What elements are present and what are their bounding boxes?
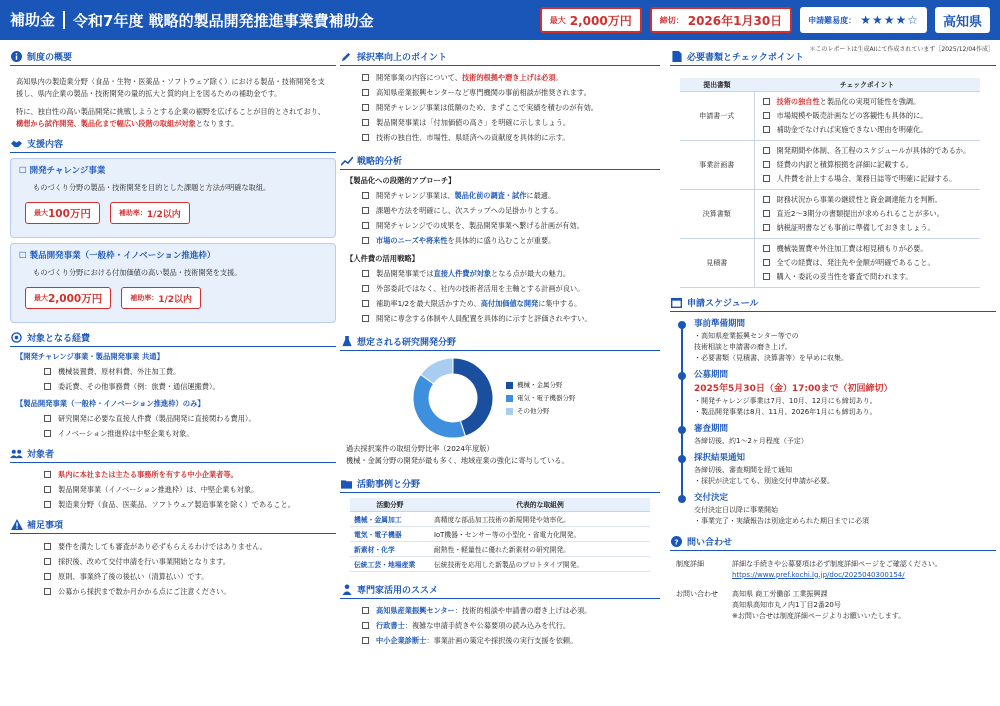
checkbox-icon: [362, 315, 369, 322]
list-item: 技術の独自性、市場性、県経済への貢献度を具体的に示す。: [340, 130, 660, 145]
legend-item: その他分野: [506, 405, 576, 418]
checkbox-icon: [362, 104, 369, 111]
list-item: 製品開発事業は「付加価値の高さ」を明確に示しましょう。: [340, 115, 660, 130]
table-row: 制度詳細 詳細な手続きや公募要項は必ず制度詳細ページをご確認ください。 https://www.pref.kochi.lg.jp/doc/2025040300154/: [670, 557, 996, 583]
checkbox-icon: [763, 126, 770, 133]
docs-table: [680, 78, 980, 288]
strategy-subheading-stage: 【製品化への段階的アプローチ】: [346, 176, 456, 185]
research-chart: [340, 355, 660, 441]
info-icon: [10, 50, 23, 63]
checkbox-icon: [763, 210, 770, 217]
list-item: 市場規模や販売計画などの客観性も具体的に。: [755, 109, 981, 123]
list-item: 機械装置費、原材料費、外注加工費。: [10, 364, 336, 379]
overview-text-2: 特に、独自性の高い製品開発に挑戦しようとする企業の裾野を広げることが目的とされており、構想から試作開発、製品化まで幅広い段階の取組が対象となります。: [16, 107, 326, 128]
schedule-heading: 申請スケジュール: [670, 296, 996, 312]
support-heading: 支援内容: [10, 137, 336, 153]
checkbox-icon: [362, 74, 369, 81]
chart-legend: [506, 379, 576, 418]
list-item: 高知県産業振興センターなど専門機関の事前相談が推奨されます。: [340, 85, 660, 100]
checkbox-icon: [44, 501, 51, 508]
checkbox-icon: [362, 300, 369, 307]
list-item: 納税証明書なども事前に準備しておきましょう。: [755, 221, 981, 235]
calendar-icon: [670, 296, 683, 309]
checkbox-icon: [362, 134, 369, 141]
checkbox-icon: [763, 112, 770, 119]
support-card-desc: ものづくり分野の製品・技術開発を目的とした課題と方法が明確な取組。: [33, 183, 271, 192]
deadline-badge: 締切： 2026年1月30日: [650, 7, 792, 33]
expenses-heading: 対象となる経費: [10, 331, 336, 347]
support-card-title: ☐ 開発チャレンジ事業: [19, 166, 106, 176]
checkbox-icon: [44, 430, 51, 437]
checkbox-icon: [362, 637, 369, 644]
checkbox-icon: [763, 273, 770, 280]
contact-table: [670, 557, 996, 624]
checkbox-icon: [362, 607, 369, 614]
pencil-icon: [340, 50, 353, 63]
checkbox-icon: [362, 270, 369, 277]
table-row: 申請書一式 技術の独自性 と製品化の実現可能性を強調。 市場規模や販売計画などの客観性も具体的に。 補助金でなければ実施できない理由を明確化。: [680, 91, 980, 140]
table-row: 事業計画書 開発期間や体制、各工程のスケジュールが具体的であるか。 経費の内訳と積算根拠を詳細に記載する。 人件費を計上する場合、業務日誌等で明確に記録する。: [680, 140, 980, 189]
list-item: 補助金でなければ実施できない理由を明確化。: [755, 123, 981, 137]
list-item: 開発に専念する体制や人員配置を具体的に示すと評価されやすい。: [340, 311, 660, 326]
list-item: 高知県産業振興センター ：技術的相談や申請書の磨き上げは必須。: [340, 603, 660, 618]
list-item: 公募から採択まで数か月かかる点にご注意ください。: [10, 584, 336, 599]
cases-table: [350, 498, 650, 572]
timeline-dot: [678, 372, 686, 380]
folder-icon: [340, 477, 353, 490]
list-item: 人件費を計上する場合、業務日誌等で明確に記録する。: [755, 172, 981, 186]
table-row: 機械・金属加工 高精度な部品加工技術の新規開発や効率化。: [350, 511, 650, 526]
checkbox-icon: [44, 543, 51, 550]
list-item: 研究開発に必要な直接人件費（製品開発に直接関わる費用）。: [10, 411, 336, 426]
checkbox-icon: [763, 147, 770, 154]
list-item: 開発事業の内容について、 技術的根拠や磨き上げは必須 。: [340, 70, 660, 85]
supplement-heading: 補足事項: [10, 518, 336, 534]
checkbox-icon: [362, 192, 369, 199]
research-heading: 想定される研究開発分野: [340, 335, 660, 351]
difficulty-badge: 申請難易度： ★★★★☆: [800, 7, 927, 33]
support-card-product: [10, 243, 336, 323]
checkbox-icon: [44, 486, 51, 493]
support-card-desc: ものづくり分野における付加価値の高い製品・技術開発を支援。: [33, 268, 242, 277]
checkbox-icon: [362, 89, 369, 96]
flask-icon: [340, 335, 353, 348]
target-icon: [10, 331, 23, 344]
strategy-heading: 戦略的分析: [340, 154, 660, 170]
schedule-timeline: [670, 318, 996, 527]
list-item: イノベーション推進枠は中堅企業も対象。: [10, 426, 336, 441]
timeline-item: 交付決定 交付決定日以降に事業開始 ・事業完了・実績報告は別途定められた期日までに必須: [694, 492, 996, 527]
list-item: 開発チャレンジ事業は低額のため、まずここで実績を積むのが有効。: [340, 100, 660, 115]
checkbox-icon: [763, 245, 770, 252]
prefecture-badge: 高知県: [935, 7, 990, 33]
category-badge: 補助金: [10, 11, 65, 29]
subsidy-rate-tag: 補助率： 1/2以内: [121, 287, 201, 309]
checkbox-icon: [763, 98, 770, 105]
table-row: 見積書 機械装置費や外注加工費は相見積もりが必要。 全ての経費は、発注先や金額が明確であること。 購入・委託の妥当性を審査で問われます。: [680, 238, 980, 287]
list-item: 市場のニーズや将来性 を具体的に盛り込むことが重要。: [340, 233, 660, 248]
timeline-dot: [678, 455, 686, 463]
detail-page-link[interactable]: https://www.pref.kochi.lg.jp/doc/2025040300154/: [732, 570, 905, 579]
chart-caption-2: 機械・金属分野の開発が最も多く、地域産業の強化に寄与している。: [346, 456, 569, 465]
timeline-item: 審査期間 各締切後、約1〜2ヶ月程度（予定）: [694, 423, 996, 447]
list-item: 購入・委託の妥当性を審査で問われます。: [755, 270, 981, 284]
page-title: 令和7年度 戦略的製品開発推進事業費補助金: [73, 11, 374, 30]
list-item: 中小企業診断士 ：事業計画の策定や採択後の実行支援を依頼。: [340, 633, 660, 648]
timeline-dot: [678, 426, 686, 434]
list-item: 行政書士 ：複雑な申請手続きや公募要項の読み込みを代行。: [340, 618, 660, 633]
checkbox-icon: [44, 558, 51, 565]
warning-icon: [10, 518, 23, 531]
checkbox-icon: [44, 383, 51, 390]
checkbox-icon: [362, 237, 369, 244]
overview-heading: 制度の概要: [10, 50, 336, 66]
max-amount-badge: 最大 2,000万円: [540, 7, 642, 33]
table-header-row: 活動分野 代表的な取組例: [350, 498, 650, 511]
checkbox-icon: [362, 622, 369, 629]
list-item: 開発期間や体制、各工程のスケジュールが具体的であるか。: [755, 144, 981, 158]
table-row: お問い合わせ 高知県 商工労働部 工業振興課 高知県高知市丸ノ内1丁目2番20号 ※お問い合せは制度詳細ページよりお願いいたします。: [676, 589, 906, 620]
list-item: 補助率1/2を最大限活かすため、 高付加価値な開発 に集中する。: [340, 296, 660, 311]
list-item: 課題や方法を明確にし、次ステップへの足掛かりとする。: [340, 203, 660, 218]
strategy-subheading-labor: 【人件費の活用戦略】: [346, 254, 419, 263]
checkbox-icon: [44, 415, 51, 422]
legend-swatch: [506, 395, 513, 402]
list-item: 要件を満たしても審査があり必ずもらえるわけではありません。: [10, 539, 336, 554]
list-item: 開発チャレンジでの成果を、製品開発事業へ繋げる計画が有効。: [340, 218, 660, 233]
timeline-item: 公募期間 2025年5月30日（金）17:00まで（初回締切） ・開発チャレンジ事業は7月、10月、12月にも締切あり。 ・製品開発事業は8月、11月、2026年1月にも締切あり。: [694, 369, 996, 418]
expenses-subheading-common: 【開発チャレンジ事業・製品開発事業 共通】: [16, 352, 164, 361]
timeline-item: 事前準備期間 ・高知県産業振興センター等での 技術相談と申請書の磨き上げ。 ・必要書類（見積書、決算書等）を早めに収集。: [694, 318, 996, 364]
contact-heading: ? 問い合わせ: [670, 535, 996, 551]
header: [0, 0, 1000, 40]
list-item: 製造業分野（食品、医薬品、ソフトウェア製造事業を除く）であること。: [10, 497, 336, 512]
person-icon: [340, 583, 353, 596]
list-item: 財務状況から事業の継続性と資金調達能力を判断。: [755, 193, 981, 207]
list-item: 製品開発事業では 直接人件費が対象 となる点が最大の魅力。: [340, 266, 660, 281]
document-icon: [670, 50, 683, 63]
list-item: 製品開発事業（イノベーション推進枠）は、中堅企業も対象。: [10, 482, 336, 497]
table-header-row: 提出書類 チェックポイント: [680, 78, 980, 91]
max-amount-tag: 最大 2,000万円: [25, 287, 111, 309]
checkbox-icon: [362, 119, 369, 126]
chart-caption: 過去採択案件の取組分野比率（2024年度版）: [346, 444, 494, 453]
support-card-challenge: [10, 158, 336, 238]
checkbox-icon: [763, 224, 770, 231]
target-heading: 対象者: [10, 447, 336, 463]
checkbox-icon: [44, 471, 51, 478]
checkbox-icon: [763, 175, 770, 182]
list-item: 開発チャレンジ事業は、 製品化前の調査・試作 に最適。: [340, 188, 660, 203]
checkbox-icon: [44, 368, 51, 375]
expenses-subheading-product: 【製品開発事業（一般枠・イノベーション推進枠）のみ】: [16, 399, 205, 408]
legend-swatch: [506, 408, 513, 415]
table-row: 電気・電子機器 IoT機器・センサー等の小型化・省電力化開発。: [350, 526, 650, 541]
cases-heading: 活動事例と分野: [340, 477, 660, 493]
experts-heading: 専門家活用のススメ: [340, 583, 660, 599]
points-heading: 採択率向上のポイント: [340, 50, 660, 66]
svg-text:?: ?: [674, 536, 679, 546]
generation-note: ＊このレポートは生成AIにて作成されています［2025/12/04作成］: [809, 46, 994, 53]
list-item: 技術の独自性 と製品化の実現可能性を強調。: [755, 95, 981, 109]
list-item: 機械装置費や外注加工費は相見積もりが必要。: [755, 242, 981, 256]
checkbox-icon: [362, 207, 369, 214]
legend-item: 電気・電子機器分野: [506, 392, 576, 405]
timeline-item: 採択結果通知 各締切後、審査期間を経て通知 ・採択が決定しても、別途交付申請が必要。: [694, 452, 996, 487]
table-row: 決算書類 財務状況から事業の継続性と資金調達能力を判断。 直近2〜3期分の書類提出が求められることが多い。 納税証明書なども事前に準備しておきましょう。: [680, 189, 980, 238]
list-item: 県内に本社または主たる事務所を有する中小企業者等。: [10, 467, 336, 482]
checkbox-icon: [763, 161, 770, 168]
question-icon: [670, 535, 683, 548]
timeline-dot: [678, 321, 686, 329]
pie-slice-2: [413, 374, 465, 438]
legend-swatch: [506, 382, 513, 389]
checkbox-icon: [763, 259, 770, 266]
checkbox-icon: [362, 285, 369, 292]
timeline-dot: [678, 495, 686, 503]
max-amount-tag: 最大 100万円: [25, 202, 100, 224]
table-row: 新素材・化学 耐熱性・軽量性に優れた新素材の研究開発。: [350, 541, 650, 556]
checkbox-icon: [362, 222, 369, 229]
list-item: 外部委託ではなく、社内の技術者活用を主軸とする計画が良い。: [340, 281, 660, 296]
subsidy-rate-tag: 補助率： 1/2以内: [110, 202, 190, 224]
donut-chart: [408, 355, 498, 441]
list-item: 全ての経費は、発注先や金額が明確であること。: [755, 256, 981, 270]
handshake-icon: [10, 137, 23, 150]
checkbox-icon: [44, 588, 51, 595]
list-item: 経費の内訳と積算根拠を詳細に記載する。: [755, 158, 981, 172]
difficulty-stars: ★★★★☆: [860, 13, 919, 27]
list-item: 原則、事業終了後の後払い（清算払い）です。: [10, 569, 336, 584]
list-item: 直近2〜3期分の書類提出が求められることが多い。: [755, 207, 981, 221]
checkbox-icon: [44, 573, 51, 580]
overview-text-1: 高知県内の製造業分野（食品・生物・医薬品・ソフトウェア除く）における製品・技術開発を支援し、県内企業の製品・技術開発の量的拡大と質的向上を図るための補助金です。: [16, 77, 325, 98]
users-icon: [10, 447, 23, 460]
support-card-title: ☐ 製品開発事業（一般枠・イノベーション推進枠）: [19, 251, 216, 261]
chart-icon: [340, 154, 353, 167]
checkbox-icon: [763, 196, 770, 203]
list-item: 委託費、その他事務費（例：旅費・通信運搬費）。: [10, 379, 336, 394]
docs-heading: 必要書類とチェックポイント: [670, 50, 996, 66]
table-row: 伝統工芸・地場産業 伝統技術を応用した新製品のプロトタイプ開発。: [350, 556, 650, 571]
legend-item: 機械・金属分野: [506, 379, 576, 392]
list-item: 採択後、改めて交付申請を行い事業開始となります。: [10, 554, 336, 569]
